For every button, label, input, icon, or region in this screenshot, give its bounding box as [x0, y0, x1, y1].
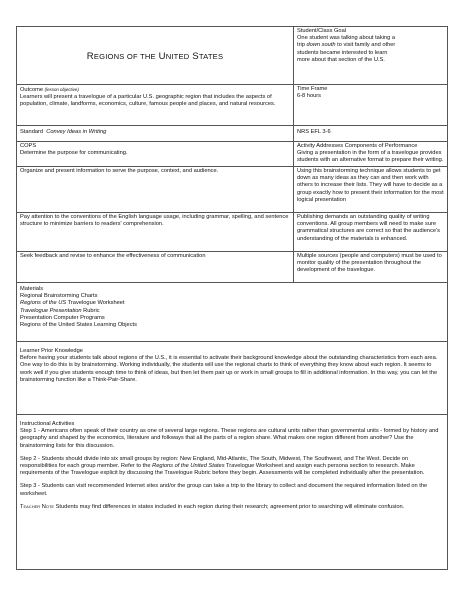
materials-item-3: Travelogue Presentation Rubric [20, 307, 100, 314]
nrs-value: NRS EFL 3-6 [297, 129, 331, 135]
outcome-label: Outcome [20, 87, 44, 93]
title-row [17, 27, 447, 85]
prior-knowledge-cell [17, 342, 447, 414]
nrs-cell [294, 126, 447, 141]
standard-cell [17, 126, 294, 141]
materials-cell [17, 283, 447, 341]
document-title: REGIONS OF THE UNITED STATES [17, 27, 294, 84]
goal-text-4: more about that section of the U.S. [297, 56, 385, 63]
outcome-sub: (lesson objective) [44, 87, 79, 92]
cops-text-3: Pay attention to the conventions of the English language usage, including grammar, spelling, and sentence structure to minimize barriers to readers' comprehension. [20, 214, 289, 228]
activity-cell-3 [294, 213, 447, 251]
goal-label: Student/Class Goal [297, 28, 347, 34]
prior-label: Learner Prior Knowledge [20, 348, 83, 354]
timeframe-cell [294, 85, 447, 125]
timeframe-value: 6-8 hours [297, 93, 322, 100]
standard-row [17, 126, 447, 142]
goal-text-1: One student was talking about taking a [297, 35, 396, 42]
prior-knowledge-row [17, 342, 447, 415]
activity-text-1: Giving a presentation in the form of a travelogue provides students with an alternative format to prepare their writing. [297, 150, 444, 164]
standard-value: Convey Ideas in Writing [46, 129, 107, 135]
goal-text-2: trip down south to visit family and other [297, 42, 396, 49]
outcome-text: Learners will present a travelogue of a particular U.S. geographic region that includes the aspects of population, climate, landforms, economics, culture, famous people and places, and natural resources. [20, 94, 276, 108]
cops-label: COPS [20, 143, 37, 149]
cops-cell-3 [17, 213, 294, 251]
instr-label: Instructional Activities [20, 421, 75, 427]
goal-text-3: students became interested to learn [297, 49, 388, 56]
instructional-cell [17, 415, 447, 569]
activity-label: Activity Addresses Components of Performance [297, 143, 418, 149]
activity-cell-4 [294, 252, 447, 282]
step-2: Step 2 - Students should divide into six small groups by region: New England, Mid-Atlantic, The South, Midwest, The Southwest, and The West. Decide on responsibilities for each group member. Refer to the Regions of the United States Travelogue Worksheet and assign each persona section to research. Make requirements of the Travelogue explicit by discussing the Travelogue Rubric before they begin. Assessments will be completed individually after the presentation. [20, 455, 425, 477]
lesson-plan-table [16, 26, 448, 570]
cops-row-2 [17, 167, 447, 213]
cops-row-4 [17, 252, 447, 283]
materials-label: Materials [20, 286, 44, 292]
outcome-row [17, 85, 447, 126]
materials-item-5: Regions of the United States Learning Objects [20, 322, 137, 329]
cops-text-1: Determine the purpose for communicating. [20, 150, 128, 157]
materials-item-4: Presentation Computer Programs [20, 314, 105, 321]
cops-cell-2 [17, 167, 294, 212]
goal-cell [294, 27, 447, 84]
standard-label: Standard [20, 129, 44, 135]
activity-cell-2 [294, 167, 447, 212]
cops-cell-4 [17, 252, 294, 282]
cops-row-3 [17, 213, 447, 252]
cops-cell-1 [17, 142, 294, 166]
activity-cell-1 [294, 142, 447, 166]
activity-text-4: Multiple sources (people and computers) must be used to monitor quality of the presentation throughout the development of the travelogue. [297, 253, 442, 274]
materials-row [17, 283, 447, 342]
cops-text-2: Organize and present information to serve the purpose, context, and audience. [20, 168, 219, 174]
activity-text-2: Using this brainstorming technique allows students to get down as many ideas as they can and then work with others to increase their lists. They will have to decide as a group exactly how to present their information for the most logical presentation [297, 168, 444, 203]
cops-row-1 [17, 142, 447, 167]
step-1: Step 1 - Americans often speak of their country as one of several large regions. These regions are cultural units rather than governmental units - formed by history and geography and shaped by the economics, literature and folkways that all the parts of a region share. What makes one region different from another? Use the brainstorming lists for this discussion. [20, 428, 439, 449]
instructional-row [17, 415, 447, 569]
teacher-note: Teacher Note Students may find differences in states included in each region during their research; agreement prior to searching will eliminate confusion. [20, 503, 405, 510]
step-3: Step 3 - Students can visit recommended Internet sites and/or the group can take a trip to the library to collect and document the required information listed on the worksheet. [20, 483, 428, 497]
materials-item-2: Regions of the US Travelogue Worksheet [20, 300, 125, 307]
activity-text-3: Publishing demands an outstanding quality of writing conventions. All group members will need to make sure grammatical structures are correct so that the audience's understanding of the materials is enhanced. [297, 214, 441, 242]
materials-item-1: Regional Brainstorming Charts [20, 293, 98, 300]
outcome-cell [17, 85, 294, 125]
timeframe-label: Time Frame [297, 86, 328, 92]
prior-text: Before having your students talk about regions of the U.S., it is essential to activate their background knowledge about the outstanding characteristics from each area. One way to do this is by brainstorming. Working individually, the students will use the regional charts to think of everything they know about each region. It seems to work well if you give students enough time to think of ideas, but then let them pair up or work in small groups to fill in additional information. In this way, you can let the brainstorming function like a Think-Pair-Share. [20, 355, 438, 383]
cops-text-4: Seek feedback and revise to enhance the effectiveness of communication [20, 253, 206, 259]
